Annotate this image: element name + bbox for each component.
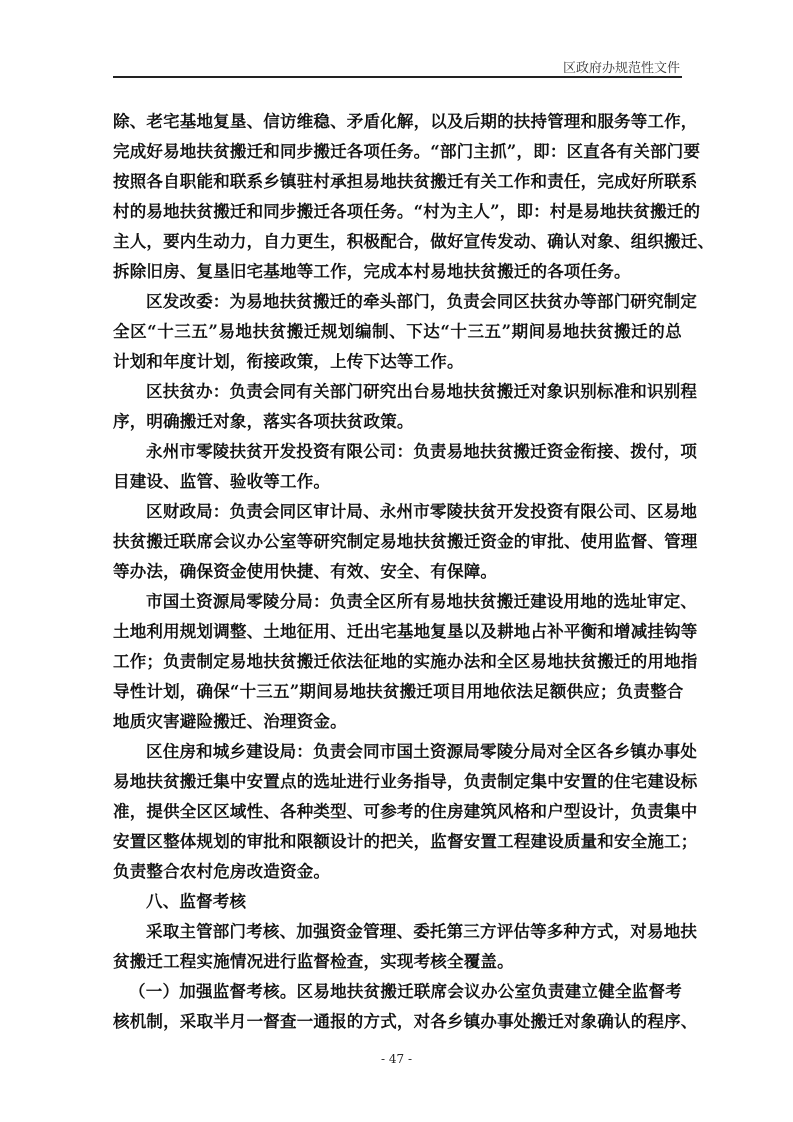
text-line: 安置区整体规划的审批和限额设计的把关，监督安置工程建设质量和安全施工； — [113, 832, 698, 851]
text-line: 区住房和城乡建设局：负责会同市国土资源局零陵分局对全区各乡镇办事处 — [146, 742, 698, 761]
text-line: 区扶贫办：负责会同有关部门研究出台易地扶贫搬迁对象识别标准和识别程 — [146, 382, 698, 401]
text-line: 除、老宅基地复垦、信访维稳、矛盾化解，以及后期的扶持管理和服务等工作， — [113, 112, 698, 131]
header-rule — [113, 76, 682, 78]
text-line: 永州市零陵扶贫开发投资有限公司：负责易地扶贫搬迁资金衔接、拨付，项 — [146, 442, 698, 461]
text-line: 等办法，确保资金使用快捷、有效、安全、有保障。 — [113, 562, 498, 581]
text-line: 主人，要内生动力，自力更生，积极配合，做好宣传发动、确认对象、组织搬迁、 — [113, 232, 715, 251]
text-line: 区财政局：负责会同区审计局、永州市零陵扶贫开发投资有限公司、区易地 — [146, 502, 698, 521]
text-line: 按照各自职能和联系乡镇驻村承担易地扶贫搬迁有关工作和责任，完成好所联系 — [113, 172, 698, 191]
text-line: 土地利用规划调整、土地征用、迁出宅基地复垦以及耕地占补平衡和增减挂钩等 — [113, 622, 698, 641]
text-line: 八、监督考核 — [146, 892, 247, 911]
text-line: 序，明确搬迁对象，落实各项扶贫政策。 — [113, 412, 414, 431]
text-line: （一）加强监督考核。区易地扶贫搬迁联席会议办公室负责建立健全监督考 — [129, 982, 682, 1001]
text-line: 完成好易地扶贫搬迁和同步搬迁各项任务。“部门主抓”，即：区直各有关部门要 — [113, 142, 701, 161]
text-line: 准，提供全区区域性、各种类型、可参考的住房建筑风格和户型设计，负责集中 — [113, 802, 698, 821]
text-line: 负责整合农村危房改造资金。 — [113, 862, 331, 881]
text-line: 易地扶贫搬迁集中安置点的选址进行业务指导，负责制定集中安置的住宅建设标 — [113, 772, 698, 791]
page-number: - 47 - — [380, 1052, 412, 1066]
text-line: 贫搬迁工程实施情况进行监督检查，实现考核全覆盖。 — [113, 952, 514, 971]
running-header: 区政府办规范性文件 — [562, 61, 680, 76]
text-line: 村的易地扶贫搬迁和同步搬迁各项任务。“村为主人”，即：村是易地扶贫搬迁的 — [113, 202, 701, 221]
text-line: 采取主管部门考核、加强资金管理、委托第三方评估等多种方式，对易地扶 — [146, 922, 698, 941]
text-line: 工作；负责制定易地扶贫搬迁依法征地的实施办法和全区易地扶贫搬迁的用地指 — [113, 652, 698, 671]
text-line: 目建设、监管、验收等工作。 — [113, 472, 331, 491]
document-body — [113, 107, 715, 1037]
text-line: 拆除旧房、复垦旧宅基地等工作，完成本村易地扶贫搬迁的各项任务。 — [113, 262, 631, 281]
text-line: 区发改委：为易地扶贫搬迁的牵头部门，负责会同区扶贫办等部门研究制定 — [146, 292, 698, 311]
text-line: 导性计划，确保“十三五”期间易地扶贫搬迁项目用地依法足额供应；负责整合 — [113, 682, 684, 701]
text-line: 扶贫搬迁联席会议办公室等研究制定易地扶贫搬迁资金的审批、使用监督、管理 — [113, 532, 698, 551]
text-line: 市国土资源局零陵分局：负责全区所有易地扶贫搬迁建设用地的选址审定、 — [146, 592, 698, 611]
text-line: 地质灾害避险搬迁、治理资金。 — [113, 712, 347, 731]
text-line: 全区“十三五”易地扶贫搬迁规划编制、下达“十三五”期间易地扶贫搬迁的总 — [113, 322, 682, 341]
text-line: 核机制，采取半月一督查一通报的方式，对各乡镇办事处搬迁对象确认的程序、 — [113, 1012, 698, 1031]
text-line: 计划和年度计划，衔接政策，上传下达等工作。 — [113, 352, 464, 371]
